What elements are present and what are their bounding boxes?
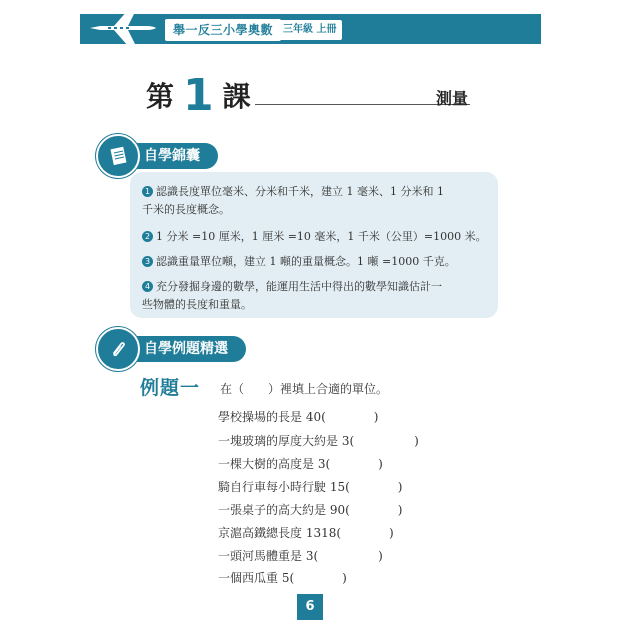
- objective-text-cont: 千米的長度概念。: [142, 203, 230, 216]
- question-item: 京滬高鐵總長度 1318( ): [218, 526, 394, 540]
- objective-item: [142, 183, 492, 219]
- question-item: 一張桌子的高大約是 90( ): [218, 503, 403, 517]
- lesson-number: 1: [183, 70, 215, 121]
- objective-number: 2: [142, 231, 153, 242]
- page-number: 6: [297, 594, 323, 620]
- lesson-heading: [146, 70, 252, 121]
- objective-text: 認識重量單位噸，建立 1 噸的重量概念。1 噸 =1000 千克。: [156, 255, 456, 268]
- objective-number: 1: [142, 186, 153, 197]
- lesson-topic: 測量: [436, 89, 469, 108]
- objective-number: 3: [142, 256, 153, 267]
- section-title: 自學錦囊: [144, 148, 200, 164]
- notes-icon: [96, 134, 140, 178]
- objective-text-cont: 些物體的長度和重量。: [142, 298, 252, 311]
- question-item: 騎自行車每小時行駛 15( ): [218, 480, 403, 494]
- series-title: 舉一反三小學奧數: [165, 19, 281, 41]
- airplane-icon: [88, 6, 158, 50]
- example-label: 例題一: [140, 377, 201, 399]
- lesson-prefix: 第: [146, 80, 176, 113]
- example-instruction: 在（ ）裡填上合適的單位。: [220, 382, 389, 396]
- objective-item: [142, 253, 492, 271]
- objective-text: 1 分米 =10 厘米，1 厘米 =10 毫米，1 千米（公里）=1000 米。: [156, 230, 487, 243]
- grade-tag: 三年級 上冊: [277, 20, 342, 40]
- objective-item: [142, 228, 492, 246]
- objective-item: [142, 278, 492, 314]
- objective-number: 4: [142, 281, 153, 292]
- objective-text: 認識長度單位毫米、分米和千米，建立 1 毫米、1 分米和 1: [156, 185, 444, 198]
- objective-text: 充分發掘身邊的數學，能運用生活中得出的數學知識估計一: [156, 280, 442, 293]
- lesson-suffix: 課: [222, 80, 252, 113]
- question-item: 一塊玻璃的厚度大約是 3( ): [218, 434, 419, 448]
- question-item: 一棵大樹的高度是 3( ): [218, 457, 383, 471]
- question-item: 一頭河馬體重是 3( ): [218, 549, 383, 563]
- question-item: 學校操場的長是 40( ): [218, 410, 379, 424]
- question-item: 一個西瓜重 5( ): [218, 571, 347, 585]
- paperclip-icon: [96, 327, 140, 371]
- section-title: 自學例題精選: [144, 341, 228, 357]
